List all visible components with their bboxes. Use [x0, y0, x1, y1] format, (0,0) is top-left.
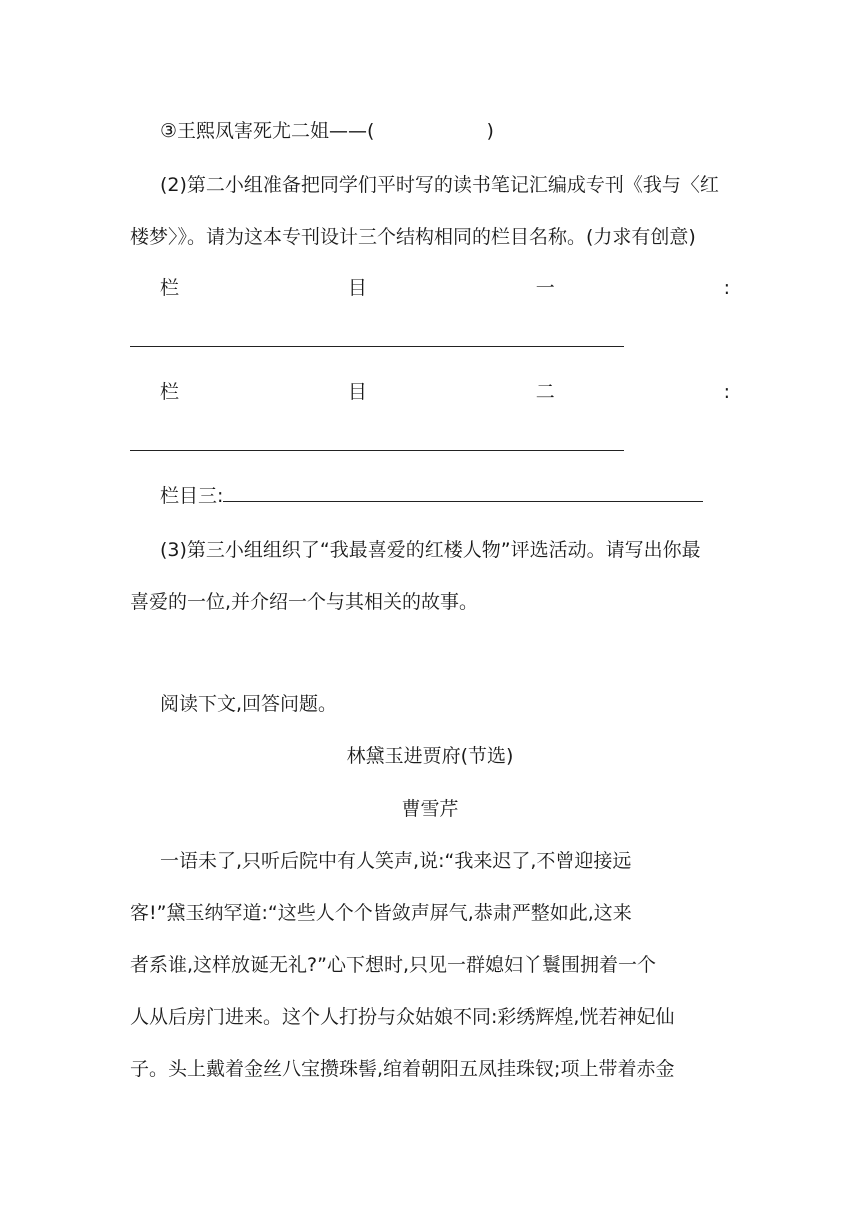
column-two-char-1: 栏 — [160, 381, 180, 403]
question-2-line-2: 楼梦〉》。请为这本专刊设计三个结构相同的栏目名称。(力求有创意) — [130, 226, 696, 248]
question-item-3-close: ) — [486, 120, 494, 142]
passage-line: 人从后房门进来。这个人打扮与众姑娘不同:彩绣辉煌,恍若神妃仙 — [130, 1006, 675, 1028]
column-two-char-2: 目 — [347, 381, 367, 403]
column-two-label — [160, 379, 730, 405]
column-one-char-3: 一 — [535, 277, 555, 299]
column-one-char-2: 目 — [347, 277, 367, 299]
passage-title: 林黛玉进贾府(节选) — [346, 745, 514, 767]
question-item-3 — [160, 118, 730, 144]
column-two-char-4: : — [723, 381, 730, 403]
column-one-char-1: 栏 — [160, 277, 180, 299]
passage-author: 曹雪芹 — [401, 798, 459, 820]
passage-line: 子。头上戴着金丝八宝攒珠髻,绾着朝阳五凤挂珠钗;项上带着赤金 — [130, 1058, 675, 1080]
answer-line-column-two[interactable] — [130, 450, 624, 451]
column-one-label — [160, 275, 730, 301]
passage-line: 客!”黛玉纳罕道:“这些人个个皆敛声屏气,恭肃严整如此,这来 — [130, 902, 632, 924]
reading-instruction: 阅读下文,回答问题。 — [160, 693, 338, 715]
column-three-row — [160, 483, 730, 509]
passage-line: 者系谁,这样放诞无礼?”心下想时,只见一群媳妇丫鬟围拥着一个 — [130, 954, 657, 976]
passage-line: 一语未了,只听后院中有人笑声,说:“我来迟了,不曾迎接远 — [160, 850, 632, 872]
question-item-3-text: ③王熙凤害死尤二姐——( — [160, 120, 375, 142]
column-two-char-3: 二 — [535, 381, 555, 403]
question-3-line-1: (3)第三小组组织了“我最喜爱的红楼人物”评选活动。请写出你最 — [160, 539, 701, 561]
column-one-char-4: : — [723, 277, 730, 299]
answer-line-column-three[interactable] — [223, 483, 703, 502]
answer-line-column-one[interactable] — [130, 346, 624, 347]
question-2-line-1: (2)第二小组准备把同学们平时写的读书笔记汇编成专刊《我与〈红 — [160, 174, 719, 196]
question-3-line-2: 喜爱的一位,并介绍一个与其相关的故事。 — [130, 591, 479, 613]
column-three-label: 栏目三: — [160, 485, 224, 507]
